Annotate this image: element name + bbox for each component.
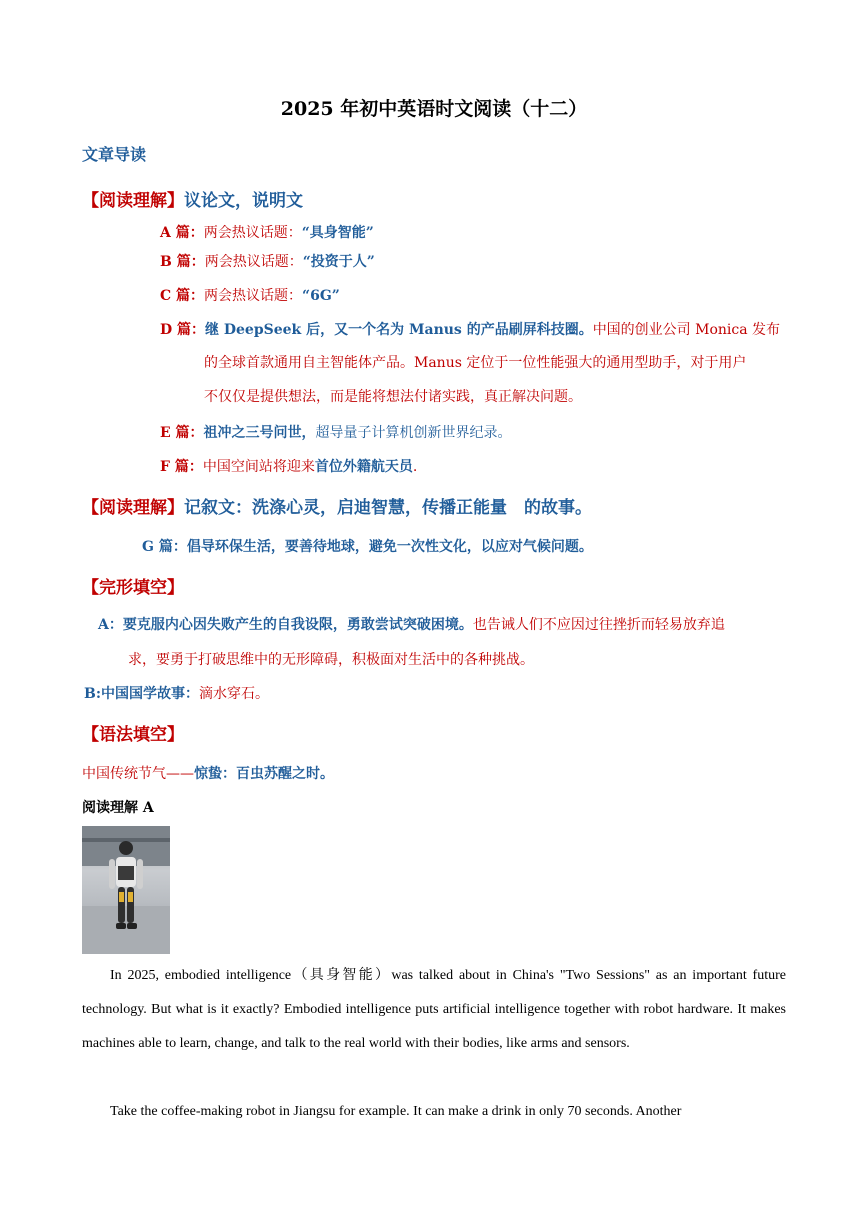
- robot-photo: [82, 826, 170, 954]
- page-title: 2025 年初中英语时文阅读（十二）: [280, 98, 588, 120]
- section-narrative-heading: [82, 493, 592, 518]
- item-c-prefix: C 篇：: [160, 288, 205, 304]
- cloze-a: [98, 614, 725, 634]
- item-f-end: .: [412, 459, 418, 475]
- reading-a-heading: 阅读理解 A: [82, 800, 154, 816]
- item-f-prefix: F 篇：: [160, 459, 203, 475]
- cloze-a-text: 也告诫人们不应因过往挫折而轻易放弃追: [472, 617, 725, 633]
- cloze-b-bold: B:中国国学故事：: [84, 686, 200, 702]
- item-a-text: 两会热议话题：: [203, 225, 302, 241]
- item-e-bold: 祖冲之三号问世，: [203, 425, 316, 441]
- item-d-line1: 中国的创业公司 Monica 发布: [592, 322, 781, 338]
- section-label: 【阅读理解】: [82, 191, 184, 211]
- passage-paragraph-1: In 2025, embodied intelligence（具身智能）was talked about in China's "Two Sessions" as an important future technology. But what is it exactly? Embodied intelligence puts artificial intelligence together with robot hardware. It makes machines able to learn, change, and talk to the real world with their bodies, like arms and sensors.: [82, 968, 786, 1051]
- humanoid-robot-image: [82, 826, 170, 954]
- item-d-line2: 的全球首款通用自主智能体产品。Manus 定位于一位性能强大的通用型助手，对于用户: [204, 355, 747, 371]
- item-b-text: 两会热议话题：: [204, 254, 303, 270]
- item-c: [160, 285, 340, 305]
- item-a-prefix: A 篇：: [160, 225, 204, 241]
- item-b-prefix: B 篇：: [160, 254, 205, 270]
- item-e-text: 超导量子计算机创新世界纪录。: [315, 425, 512, 441]
- item-b-topic: “投资于人”: [302, 254, 375, 270]
- item-a: [160, 222, 374, 242]
- item-f-text: 中国空间站将迎来: [202, 459, 315, 475]
- guide-heading: 文章导读: [82, 145, 147, 164]
- grammar-line: [82, 763, 334, 783]
- passage-paragraph-2: Take the coffee-making robot in Jiangsu for example. It can make a drink in only 70 seconds. Another: [110, 1104, 682, 1119]
- cloze-a-bold: A：要克服内心因失败产生的自我设限，勇敢尝试突破困境。: [98, 617, 473, 633]
- item-c-topic: “6G”: [302, 288, 340, 304]
- item-e-prefix: E 篇：: [160, 425, 204, 441]
- section2-text: 记叙文：洗涤心灵，启迪智慧，传播正能量 的故事。: [184, 498, 592, 518]
- grammar-text: 中国传统节气——: [82, 766, 194, 782]
- item-f: [160, 456, 417, 476]
- section-reading-heading: [82, 186, 303, 211]
- section-grammar-heading: 【语法填空】: [82, 725, 184, 745]
- cloze-b: [84, 683, 269, 703]
- item-d-line3: 不仅仅是提供想法，而是能将想法付诸实践，真正解决问题。: [204, 389, 582, 405]
- cloze-b-text: 滴水穿石。: [199, 686, 270, 702]
- item-e: [160, 422, 512, 442]
- item-f-bold: 首位外籍航天员: [314, 459, 413, 475]
- section-cloze-heading: 【完形填空】: [82, 578, 184, 598]
- cloze-a-line2: 求，要勇于打破思维中的无形障碍，积极面对生活中的各种挑战。: [128, 652, 534, 668]
- item-d-bold: 继 DeepSeek 后，又一个名为 Manus 的产品刷屏科技圈。: [205, 322, 593, 338]
- item-g: G 篇：倡导环保生活，要善待地球，避免一次性文化，以应对气候问题。: [142, 539, 593, 555]
- item-d: [160, 319, 780, 339]
- item-a-topic: “具身智能”: [301, 225, 374, 241]
- item-b: [160, 251, 375, 271]
- item-c-text: 两会热议话题：: [204, 288, 303, 304]
- section-desc: 议论文，说明文: [184, 191, 303, 211]
- item-d-prefix: D 篇：: [160, 322, 206, 338]
- section2-label: 【阅读理解】: [82, 498, 184, 518]
- grammar-bold: 惊蛰：百虫苏醒之时。: [194, 766, 334, 782]
